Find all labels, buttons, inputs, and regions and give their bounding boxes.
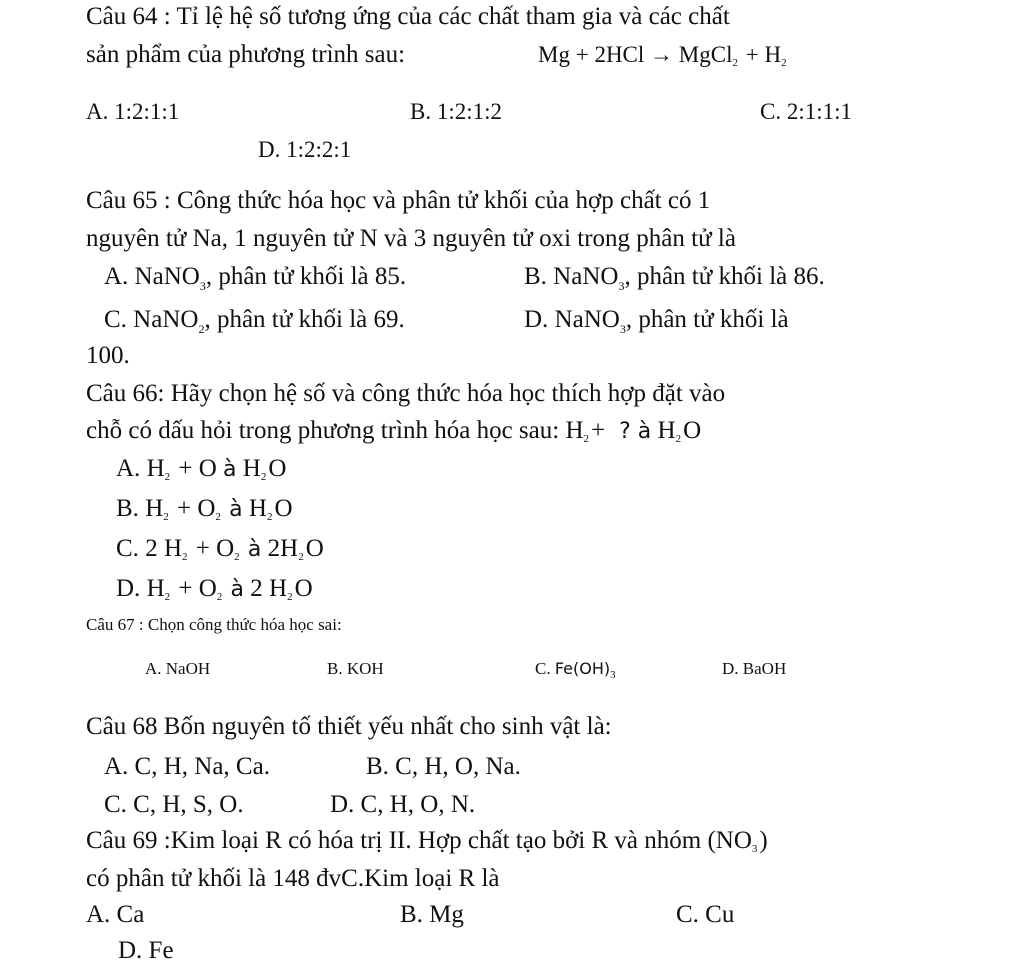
q69-option-c[interactable]: C. Cu [676, 901, 735, 928]
q65-option-d[interactable]: D. NaNO$_3$, phân tử khối là [524, 306, 789, 336]
q68-option-d[interactable]: D. C, H, O, N. [330, 791, 476, 818]
q67-option-a[interactable]: A. NaOH [145, 659, 211, 678]
q66-line2: chỗ có dấu hỏi trong phương trình hóa học sau: $H_2+$ ? à $H_2O$ [86, 417, 702, 445]
q67-option-b[interactable]: B. KOH [327, 659, 384, 678]
q65-option-c[interactable]: C. NaNO$_2$, phân tử khối là 69. [104, 306, 405, 336]
q66-option-c[interactable]: C. 2 $H_2 + O_2$ à $2H_2O$ [116, 535, 324, 563]
q64-line1: Câu 64 : Tỉ lệ hệ số tương ứng của các chất tham gia và các chất [86, 3, 730, 30]
q68-line1: Câu 68 Bốn nguyên tố thiết yếu nhất cho sinh vật là: [86, 713, 612, 740]
q65-line1: Câu 65 : Công thức hóa học và phân tử khối của hợp chất có 1 [86, 187, 711, 214]
q64-option-a[interactable]: A. 1:2:1:1 [86, 99, 180, 124]
q65-option-d-continued: 100. [86, 342, 130, 369]
q69-option-a[interactable]: A. Ca [86, 901, 145, 928]
q64-option-b[interactable]: B. 1:2:1:2 [410, 99, 503, 124]
q64-option-c[interactable]: C. 2:1:1:1 [760, 99, 853, 124]
q66-option-a[interactable]: A. $H_2 + O$ à $H_2O$ [116, 455, 287, 483]
q67-option-c[interactable]: C. $Fe(OH)_3$ [535, 659, 616, 681]
q67-option-d[interactable]: D. BaOH [722, 659, 787, 678]
q69-option-b[interactable]: B. Mg [400, 901, 464, 928]
q69-option-d[interactable]: D. Fe [118, 937, 174, 964]
q68-option-b[interactable]: B. C, H, O, Na. [366, 753, 521, 780]
q64-option-d[interactable]: D. 1:2:2:1 [258, 137, 352, 162]
q66-line1: Câu 66: Hãy chọn hệ số và công thức hóa học thích hợp đặt vào [86, 380, 726, 407]
q65-option-b[interactable]: B. NaNO$_3$, phân tử khối là 86. [524, 263, 825, 293]
q69-line1: Câu 69 :Kim loại R có hóa trị II. Hợp chất tạo bởi R và nhóm $(NO_3)$ [86, 827, 768, 855]
q66-option-d[interactable]: D. $H_2 + O_2$ à 2 $H_2O$ [116, 575, 313, 603]
q66-option-b[interactable]: B. $H_2 + O_2$ à $H_2O$ [116, 495, 293, 523]
q67-line1: Câu 67 : Chọn công thức hóa học sai: [86, 615, 342, 634]
q64-line2: sản phẩm của phương trình sau: [86, 41, 406, 68]
q68-option-c[interactable]: C. C, H, S, O. [104, 791, 244, 818]
q65-option-a[interactable]: A. NaNO$_3$, phân tử khối là 85. [104, 263, 407, 293]
q68-option-a[interactable]: A. C, H, Na, Ca. [104, 753, 270, 780]
q69-line2: có phân tử khối là 148 đvC.Kim loại R là [86, 865, 500, 892]
q65-line2: nguyên tử Na, 1 nguyên tử N và 3 nguyên tử oxi trong phân tử là [86, 225, 736, 252]
q64-equation: Mg + 2HCl → MgCl$_2$ + $H_2$ [538, 42, 787, 69]
